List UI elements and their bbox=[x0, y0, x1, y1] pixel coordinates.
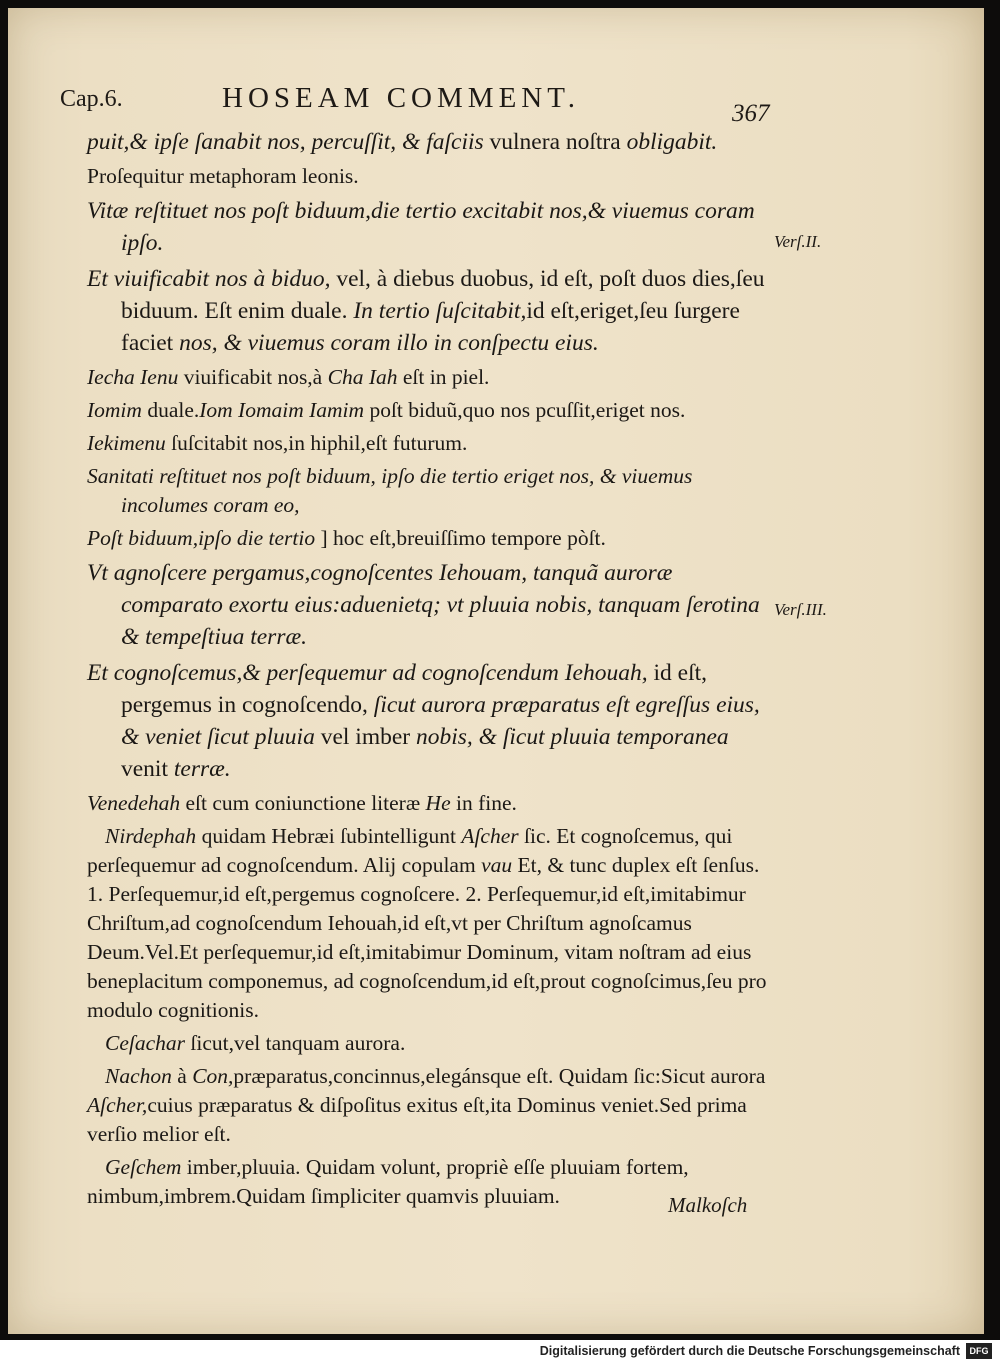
roman-text: ſuſcitabit nos,in hiphil,eſt futurum. bbox=[171, 431, 468, 455]
paragraph bbox=[87, 263, 777, 359]
paragraph bbox=[87, 195, 777, 259]
running-header bbox=[60, 82, 800, 118]
roman-text: eſt cum coniunctione literæ bbox=[185, 791, 426, 815]
paragraph bbox=[87, 462, 777, 520]
margin-note-verse-13: Verſ.III. bbox=[774, 600, 827, 619]
italic-text: Iom Iomaim Iamim bbox=[199, 398, 370, 422]
paragraph bbox=[87, 162, 777, 191]
margin-note-verse-12: Verſ.II. bbox=[774, 232, 822, 251]
italic-text: Geſchem bbox=[105, 1155, 187, 1179]
paragraph bbox=[87, 1062, 777, 1149]
italic-text: ſicut aurora præparatus eſt egreſſus eius, & veniet ſicut pluuia bbox=[121, 692, 760, 750]
running-title: HOSEAM COMMENT. bbox=[222, 82, 581, 114]
roman-text: id eſt,eriget,ſeu ſurgere faciet bbox=[121, 298, 740, 356]
italic-text: Vitæ reſtituet nos poſt biduum,die tertio excitabit nos,& viuemus coram ipſo. bbox=[87, 198, 755, 256]
italic-text: Et cognoſcemus,& perſequemur ad cognoſcendum Iehouah, bbox=[87, 660, 654, 686]
roman-text: duale. bbox=[147, 398, 200, 422]
body-text bbox=[87, 126, 777, 1215]
catchword: Malkoſch bbox=[668, 1193, 748, 1217]
roman-text: Proſequitur metaphoram leonis. bbox=[87, 164, 359, 188]
italic-text: vau bbox=[481, 853, 518, 877]
italic-text: Iecha Ienu bbox=[87, 365, 184, 389]
roman-text: ] hoc eſt,breuiſſimo tempore pòſt. bbox=[320, 526, 606, 550]
italic-text: In tertio ſuſcitabit, bbox=[353, 298, 527, 324]
roman-text: præparatus,concinnus,elegánsque eſt. Quidam ſic:Sicut aurora bbox=[233, 1064, 766, 1088]
paragraph bbox=[87, 524, 777, 553]
italic-text: Sanitati reſtituet nos poſt biduum, ipſo die tertio eriget nos, & viuemus incolumes coram eo, bbox=[87, 464, 693, 517]
roman-text: Et, & tunc duplex eſt ſenſus. 1. Perſequemur,id eſt,pergemus cognoſcere. 2. Perſequemur,id eſt,imitabimur Chriſtum,ad cognoſcendum Iehouah,id eſt,vt per Chriſtum agnoſcamus Deum.Vel.Et perſequemur,id eſt,imitabimur Dominum, vitam noſtram ad eius beneplacitum componemus, ad cognoſcendum,id eſt,prout cognoſcimus,ſeu pro modulo cognitionis. bbox=[87, 853, 767, 1022]
italic-text: Venedehah bbox=[87, 791, 186, 815]
roman-text: vel, à diebus duobus, id eſt, poſt duos dies,ſeu biduum. Eſt enim duale. bbox=[121, 266, 765, 324]
italic-text: Poſt biduum,ipſo die tertio bbox=[87, 526, 321, 550]
italic-text: puit,& ipſe ſanabit nos, percuſſit, & faſciis bbox=[87, 129, 490, 155]
dfg-logo: DFG bbox=[966, 1343, 992, 1359]
roman-text: ſic. Et cognoſcemus, qui perſequemur ad cognoſcendum. Alij copulam bbox=[87, 824, 733, 877]
paragraph bbox=[87, 363, 777, 392]
digitization-footer bbox=[0, 1340, 1000, 1364]
italic-text: Iomim bbox=[87, 398, 148, 422]
italic-text: terræ. bbox=[173, 756, 231, 782]
roman-text: cuius præparatus & diſpoſitus exitus eſt,ita Dominus veniet.Sed prima verſio melior eſt. bbox=[87, 1093, 747, 1146]
roman-text: in fine. bbox=[456, 791, 517, 815]
paragraph bbox=[87, 822, 777, 1025]
roman-text: ſicut,vel tanquam aurora. bbox=[190, 1031, 406, 1055]
roman-text: quidam Hebræi ſubintelligunt bbox=[201, 824, 462, 848]
italic-text: Aſcher bbox=[461, 824, 525, 848]
italic-text: nos, & viuemus coram illo in conſpectu eius. bbox=[179, 330, 599, 356]
italic-text: Ceſachar bbox=[105, 1031, 191, 1055]
paragraph bbox=[87, 557, 777, 653]
italic-text: Nirdephah bbox=[105, 824, 202, 848]
italic-text: He bbox=[425, 791, 456, 815]
funding-note: Digitalisierung gefördert durch die Deutsche Forschungsgemeinschaft bbox=[539, 1344, 960, 1358]
italic-text: Cha Iah bbox=[327, 365, 403, 389]
paragraph bbox=[87, 1029, 777, 1058]
page-number: 367 bbox=[732, 100, 770, 127]
roman-text: id eſt, pergemus in cognoſcendo, bbox=[121, 660, 708, 718]
roman-text: viuificabit nos,à bbox=[183, 365, 328, 389]
paragraph bbox=[87, 126, 777, 158]
italic-text: Nachon bbox=[105, 1064, 178, 1088]
italic-text: obligabit. bbox=[626, 129, 718, 155]
italic-text: nobis, & ſicut pluuia temporanea bbox=[416, 724, 729, 750]
paragraph bbox=[87, 396, 777, 425]
paragraph bbox=[87, 789, 777, 818]
paragraph bbox=[87, 657, 777, 785]
paragraph bbox=[87, 429, 777, 458]
chapter-label: Cap.6. bbox=[60, 86, 123, 112]
roman-text: vulnera noſtra bbox=[489, 129, 627, 155]
italic-text: Iekimenu bbox=[87, 431, 172, 455]
italic-text: Con, bbox=[192, 1064, 234, 1088]
roman-text: poſt biduũ,quo nos pcuſſit,eriget nos. bbox=[369, 398, 686, 422]
roman-text: eſt in piel. bbox=[402, 365, 490, 389]
roman-text: à bbox=[177, 1064, 193, 1088]
italic-text: Et viuificabit nos à biduo, bbox=[87, 266, 337, 292]
roman-text: vel imber bbox=[320, 724, 416, 750]
italic-text: Aſcher, bbox=[87, 1093, 148, 1117]
roman-text: venit bbox=[121, 756, 174, 782]
roman-text: imber,pluuia. Quidam volunt, propriè eſſe pluuiam fortem, nimbum,imbrem.Quidam ſimpliciter quamvis pluuiam. bbox=[87, 1155, 689, 1208]
italic-text: Vt agnoſcere pergamus,cognoſcentes Iehouam, tanquã auroræ comparato exortu eius:aduenietq; vt pluuia nobis, tanquam ſerotina & tempeſtiua terræ. bbox=[87, 560, 760, 650]
